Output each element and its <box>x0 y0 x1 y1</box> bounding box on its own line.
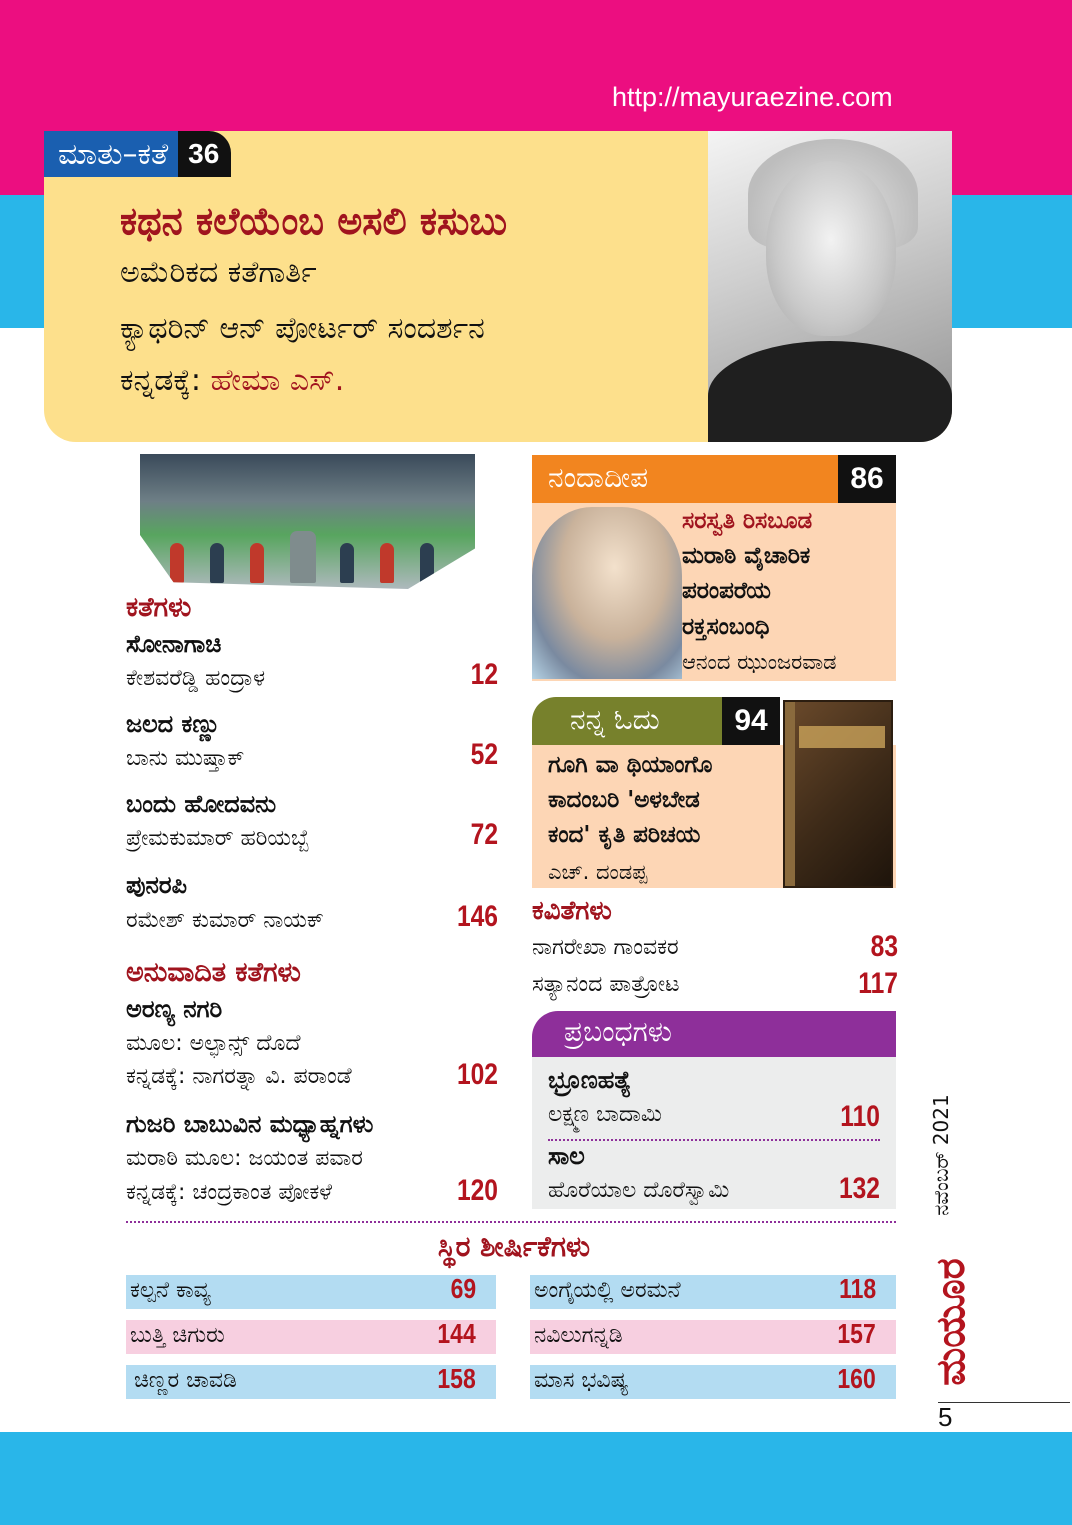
fixed-column-item[interactable] <box>126 1365 496 1399</box>
nandadeepa-line: ರಕ್ತಸಂಬಂಧಿ <box>682 614 770 640</box>
story-title[interactable]: ಸೋನಾಗಾಚಿ <box>126 630 222 658</box>
nandadeepa-page-number[interactable]: 86 <box>838 455 896 503</box>
nanna-odu-label: ನನ್ನ ಓದು <box>532 697 722 745</box>
fixed-columns-heading <box>0 1230 1072 1264</box>
feature-section-label: ಮಾತು–ಕತೆ <box>44 131 178 177</box>
fixed-column-label: ಚಿಣ್ಣರ ಚಾವಡಿ <box>134 1368 237 1393</box>
nandadeepa-line: ಪರಂಪರೆಯ <box>682 578 771 604</box>
translated-story-origin: ಮರಾಠಿ ಮೂಲ: ಜಯಂತ ಪವಾರ <box>126 1146 363 1171</box>
fixed-column-label: ಮಾಸ ಭವಿಷ್ಯ <box>534 1368 629 1393</box>
crowd-figure <box>250 543 264 583</box>
story-page-number[interactable]: 12 <box>470 658 498 691</box>
poem-page-number[interactable]: 83 <box>870 930 898 963</box>
portrait-face <box>766 161 896 336</box>
fixed-column-item[interactable] <box>530 1365 896 1399</box>
issue-date <box>922 1095 962 1225</box>
feature-title: ಕಥನ ಕಲೆಯೆಂಬ ಅಸಲಿ ಕಸುಬು <box>120 199 508 243</box>
story-author: ರಮೇಶ್ ಕುಮಾರ್ ನಾಯಕ್ <box>126 908 324 933</box>
crowd-figure <box>170 543 184 583</box>
essays-divider <box>548 1139 880 1141</box>
fixed-column-page: 118 <box>838 1273 876 1304</box>
fixed-column-item[interactable] <box>126 1320 496 1354</box>
story-page-number[interactable]: 72 <box>470 818 498 851</box>
nandadeepa-line: ಮರಾಠಿ ವೈಚಾರಿಕ <box>682 543 811 569</box>
crowd-figure <box>380 543 394 583</box>
translated-story-title[interactable]: ಗುಜರಿ ಬಾಬುವಿನ ಮಧ್ಯಾಹ್ನಗಳು <box>126 1110 374 1138</box>
page-number: 5 <box>938 1402 953 1432</box>
translated-story-page-number[interactable]: 120 <box>456 1174 498 1207</box>
fixed-column-item[interactable] <box>530 1320 896 1354</box>
author-portrait-photo <box>708 131 952 442</box>
book-cover-image <box>783 700 893 888</box>
feature-page-number: 36 <box>178 131 231 177</box>
bottom-cyan-band <box>0 1432 1072 1525</box>
translated-heading: ಅನುವಾದಿತ ಕತೆಗಳು <box>126 957 301 988</box>
crowd-illustration <box>140 454 475 589</box>
story-page-number[interactable]: 52 <box>470 738 498 771</box>
translated-story-page-number[interactable]: 102 <box>456 1058 498 1091</box>
feature-translator <box>120 363 344 398</box>
crowd-figure <box>420 543 434 583</box>
fixed-column-item[interactable] <box>530 1275 896 1309</box>
essay-author: ಲಕ್ಷ್ಮಣ ಬಾದಾಮಿ <box>548 1102 662 1127</box>
poems-heading: ಕವಿತೆಗಳು <box>532 896 612 926</box>
feature-box[interactable] <box>44 131 952 442</box>
story-page-number[interactable]: 146 <box>456 900 498 933</box>
translated-story-translator: ಕನ್ನಡಕ್ಕೆ: ನಾಗರತ್ನಾ ವಿ. ಪರಾಂಡೆ <box>126 1064 352 1089</box>
story-title[interactable]: ಬಂದು ಹೋದವನು <box>126 790 277 818</box>
nandadeepa-portrait <box>532 507 682 679</box>
translator-prefix: ಕನ್ನಡಕ್ಕೆ: <box>120 363 201 398</box>
fixed-column-page: 144 <box>437 1318 476 1349</box>
story-author: ಬಾನು ಮುಷ್ತಾಕ್ <box>126 746 245 771</box>
essay-title[interactable]: ಭ್ರೂಣಹತ್ಯೆ <box>548 1066 632 1094</box>
book-spine <box>785 702 795 886</box>
story-author: ಪ್ರೇಮಕುಮಾರ್ ಹರಿಯಬ್ಬೆ <box>126 826 310 851</box>
translated-story-origin: ಮೂಲ: ಅಲ್ಫಾನ್ಸ್ ದೊದೆ <box>126 1031 301 1056</box>
poet-name[interactable]: ಸತ್ಯಾನಂದ ಪಾತ್ರೋಟ <box>532 972 680 997</box>
issue-date-text: ನವೆಂಬರ್ 2021 <box>929 1094 953 1216</box>
section-divider <box>126 1221 896 1223</box>
crowd-figure <box>340 543 354 583</box>
fixed-column-label: ಅಂಗೈಯಲ್ಲಿ ಅರಮನೆ <box>534 1278 681 1303</box>
crowd-figure <box>210 543 224 583</box>
nanna-odu-line: ಗೂಗಿ ವಾ ಥಿಯಾಂಗೊ <box>548 752 713 778</box>
essays-heading: ಪ್ರಬಂಧಗಳು <box>532 1011 896 1057</box>
nanna-odu-line: ಕಾದಂಬರಿ 'ಅಳಬೇಡ <box>548 787 700 813</box>
footer-rule <box>938 1402 1070 1403</box>
fixed-column-label: ಕಲ್ಪನೆ ಕಾವ್ಯ <box>130 1278 211 1303</box>
story-title[interactable]: ಪುನರಪಿ <box>126 871 187 899</box>
translated-story-translator: ಕನ್ನಡಕ್ಕೆ: ಚಂದ್ರಕಾಂತ ಪೋಕಳೆ <box>126 1180 333 1205</box>
fixed-column-page: 158 <box>437 1363 476 1394</box>
translated-story-title[interactable]: ಅರಣ್ಯ ನಗರಿ <box>126 995 223 1023</box>
nanna-odu-author: ಎಚ್. ದಂಡಪ್ಪ <box>548 860 648 884</box>
fixed-column-page: 69 <box>450 1273 476 1304</box>
fixed-column-label: ನವಿಲುಗನ್ನಡಿ <box>534 1323 623 1348</box>
translator-name: ಹೇಮಾ ಎಸ್. <box>210 363 345 398</box>
nandadeepa-subject-name: ಸರಸ್ವತಿ ರಿಸಬೂಡ <box>682 508 813 534</box>
portrait-body <box>708 341 952 442</box>
essay-author: ಹೊರೆಯಾಲ ದೊರೆಸ್ವಾಮಿ <box>548 1178 730 1203</box>
stories-heading: ಕತೆಗಳು <box>126 592 192 623</box>
site-url[interactable]: http://mayuraezine.com <box>612 82 893 112</box>
nanna-odu-page-number[interactable]: 94 <box>722 697 780 745</box>
fixed-column-item[interactable] <box>126 1275 496 1309</box>
nandadeepa-label: ನಂದಾದೀಪ <box>532 455 838 503</box>
feature-subtitle-1: ಅಮೆರಿಕದ ಕತೆಗಾರ್ತಿ <box>120 255 317 290</box>
poet-name[interactable]: ನಾಗರೇಖಾ ಗಾಂವಕರ <box>532 935 679 960</box>
essay-page-number[interactable]: 110 <box>840 1100 880 1133</box>
nandadeepa-author: ಆನಂದ ಝುಂಜರವಾಡ <box>682 650 837 674</box>
feature-section-tab <box>44 131 231 177</box>
story-author: ಕೇಶವರೆಡ್ಡಿ ಹಂದ್ರಾಳ <box>126 666 266 691</box>
essay-page-number[interactable]: 132 <box>838 1172 880 1205</box>
fixed-columns-heading-text: ಸ್ಥಿರ ಶೀರ್ಷಿಕೆಗಳು <box>437 1230 591 1263</box>
magazine-name-text: ಮಯೂರ <box>928 1258 974 1386</box>
fixed-column-page: 157 <box>837 1318 876 1349</box>
poem-page-number[interactable]: 117 <box>858 967 898 1000</box>
crowd-figure <box>290 531 316 583</box>
feature-subtitle-2: ಕ್ಯಾಥರಿನ್ ಆನ್ ಪೋರ್ಟರ್ ಸಂದರ್ಶನ <box>120 311 485 346</box>
fixed-column-label: ಬುತ್ತಿ ಚಿಗುರು <box>130 1323 225 1348</box>
book-title-band <box>799 726 885 748</box>
nanna-odu-line: ಕಂದ' ಕೃತಿ ಪರಿಚಯ <box>548 822 701 848</box>
story-title[interactable]: ಜಲದ ಕಣ್ಣು <box>126 710 221 738</box>
essay-title[interactable]: ಸಾಲ <box>548 1142 585 1170</box>
magazine-name <box>930 1245 976 1395</box>
fixed-column-page: 160 <box>837 1363 876 1394</box>
